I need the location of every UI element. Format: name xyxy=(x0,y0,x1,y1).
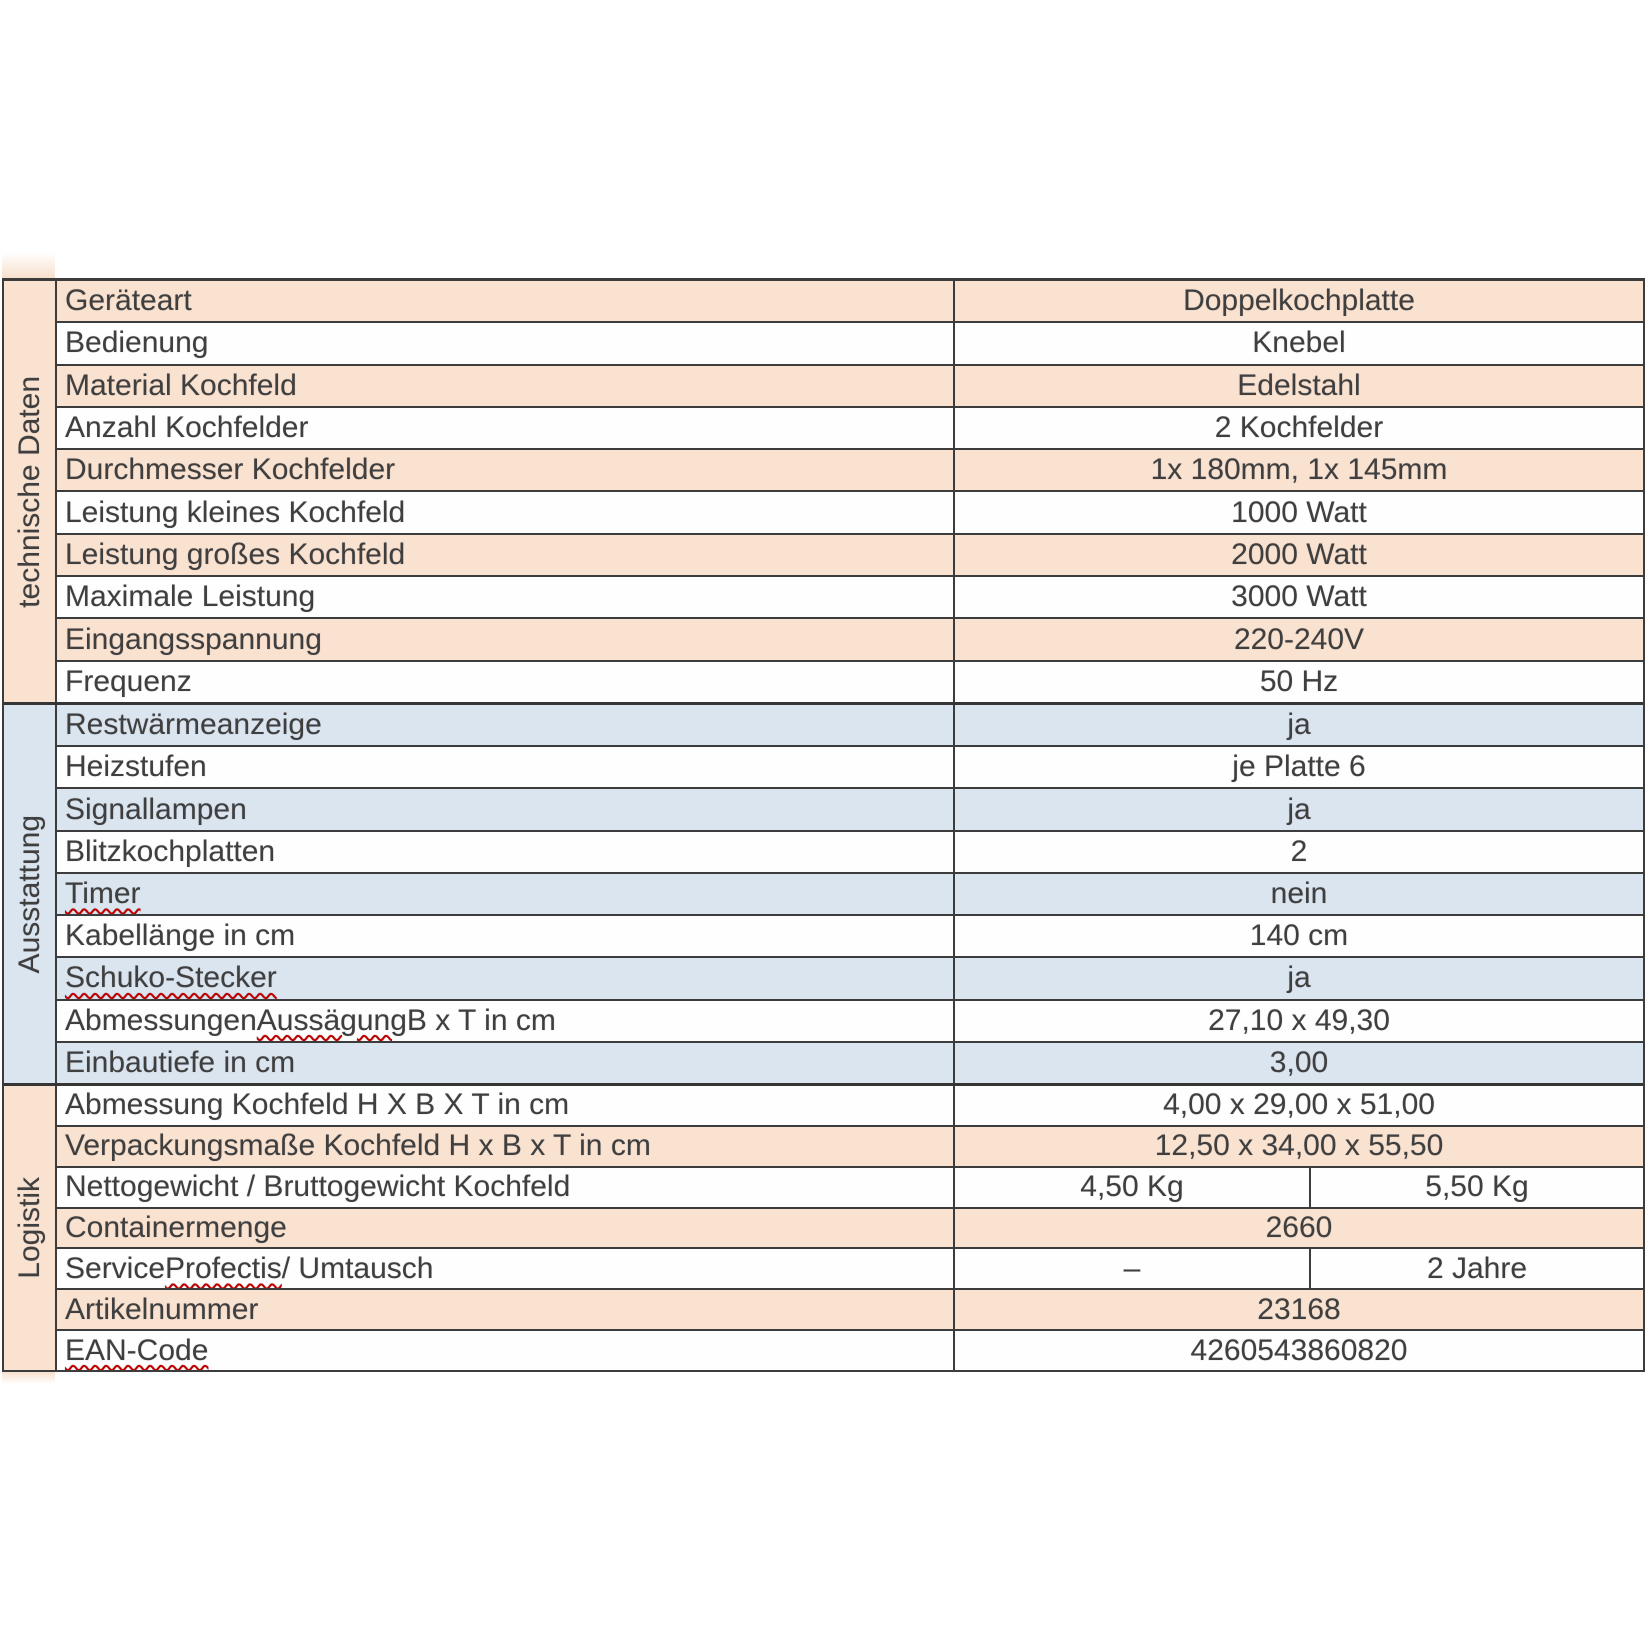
spec-row-schuko-stecker xyxy=(57,958,1643,1000)
row-value-left: 4,50 Kg xyxy=(1080,1170,1184,1204)
section-ausstattung xyxy=(4,705,1643,1086)
row-value: Edelstahl xyxy=(953,366,1643,406)
section-label: Ausstattung xyxy=(12,814,46,974)
section-label-cell xyxy=(4,705,57,1083)
row-label: Material Kochfeld xyxy=(65,368,297,402)
row-value: 2 Kochfelder xyxy=(953,408,1643,448)
spec-row-leistung-kleines-kochfeld xyxy=(57,492,1643,534)
label-text: Service xyxy=(65,1251,166,1285)
section-logistik xyxy=(4,1086,1643,1372)
row-label xyxy=(57,1331,953,1370)
spec-row-maximale-leistung xyxy=(57,577,1643,619)
spec-table xyxy=(2,278,1645,1372)
spec-row-eingangsspannung xyxy=(57,619,1643,661)
row-value: 4260543860820 xyxy=(953,1331,1643,1370)
spec-row-anzahl-kochfelder xyxy=(57,408,1643,450)
section-label: Logistik xyxy=(12,1177,46,1279)
spec-row-timer xyxy=(57,874,1643,916)
row-value: 2 xyxy=(953,832,1643,872)
row-label: Geräteart xyxy=(65,284,192,318)
spec-row-heizstufen xyxy=(57,747,1643,789)
row-label: Restwärmeanzeige xyxy=(65,708,322,742)
spec-row-abmessung-kochfeld-h-x-b-x-t-in-cm xyxy=(57,1086,1643,1127)
row-label: Verpackungsmaße Kochfeld H x B x T in cm xyxy=(65,1129,651,1163)
row-label: Containermenge xyxy=(65,1211,287,1244)
row-value: 2660 xyxy=(953,1209,1643,1248)
row-value: Knebel xyxy=(953,323,1643,363)
row-value: 2000 Watt xyxy=(953,535,1643,575)
row-value: 23168 xyxy=(953,1290,1643,1329)
row-value: ja xyxy=(953,958,1643,998)
row-value: 12,50 x 34,00 x 55,50 xyxy=(953,1127,1643,1166)
spec-row-ger-teart xyxy=(57,281,1643,323)
spec-row-einbautiefe-in-cm xyxy=(57,1043,1643,1083)
spec-row-leistung-gro-es-kochfeld xyxy=(57,535,1643,577)
section-rows xyxy=(57,705,1643,1083)
row-label: Frequenz xyxy=(65,664,192,698)
row-label: Blitzkochplatten xyxy=(65,834,276,868)
row-value-right: 5,50 Kg xyxy=(1309,1168,1643,1207)
row-label: Bedienung xyxy=(65,326,209,360)
spec-row-signallampen xyxy=(57,789,1643,831)
misspelled-word: Aussägung xyxy=(256,1003,407,1037)
misspelled-word: Profectis xyxy=(165,1251,282,1285)
spec-row-abmessungen-auss-gung-b-x-t-in-cm xyxy=(57,1001,1643,1043)
row-value: 3,00 xyxy=(953,1043,1643,1083)
row-value: 50 Hz xyxy=(953,662,1643,702)
row-label: Anzahl Kochfelder xyxy=(65,411,309,445)
table-cutoff-bottom xyxy=(2,1372,55,1384)
spec-row-nettogewicht-bruttogewicht-kochfeld xyxy=(57,1168,1643,1209)
row-value: 3000 Watt xyxy=(953,577,1643,617)
row-value: 27,10 x 49,30 xyxy=(953,1001,1643,1041)
row-label xyxy=(57,1001,953,1041)
spec-row-verpackungsma-e-kochfeld-h-x-b-x-t-in-cm xyxy=(57,1127,1643,1168)
misspelled-word: Schuko-Stecker xyxy=(65,961,277,995)
row-label: Eingangsspannung xyxy=(65,622,322,656)
row-value: je Platte 6 xyxy=(953,747,1643,787)
row-label: Artikelnummer xyxy=(65,1292,259,1326)
spec-row-bedienung xyxy=(57,323,1643,365)
row-label: Signallampen xyxy=(65,792,247,826)
label-text: B x T in cm xyxy=(406,1003,556,1037)
spec-row-restw-rmeanzeige xyxy=(57,705,1643,747)
row-value: nein xyxy=(953,874,1643,914)
spec-row-ean-code xyxy=(57,1331,1643,1370)
row-label: Nettogewicht / Bruttogewicht Kochfeld xyxy=(65,1170,571,1204)
spec-row-blitzkochplatten xyxy=(57,832,1643,874)
row-label: Maximale Leistung xyxy=(65,580,316,614)
row-value: ja xyxy=(953,705,1643,745)
row-label: Leistung kleines Kochfeld xyxy=(65,495,406,529)
row-label: Abmessung Kochfeld H X B X T in cm xyxy=(65,1088,570,1122)
row-label: Einbautiefe in cm xyxy=(65,1045,296,1079)
row-value-split xyxy=(953,1168,1643,1207)
section-label: technische Daten xyxy=(12,375,46,608)
row-label: Leistung großes Kochfeld xyxy=(65,537,406,571)
spec-row-containermenge xyxy=(57,1209,1643,1250)
row-value: 220-240V xyxy=(953,619,1643,659)
row-label: Durchmesser Kochfelder xyxy=(65,453,396,487)
spec-row-frequenz xyxy=(57,662,1643,702)
spec-row-material-kochfeld xyxy=(57,366,1643,408)
misspelled-word: EAN-Code xyxy=(65,1333,209,1367)
label-text: Abmessungen xyxy=(65,1003,257,1037)
row-value: 1000 Watt xyxy=(953,492,1643,532)
section-label-cell xyxy=(4,1086,57,1370)
row-value-left: – xyxy=(1123,1251,1141,1285)
row-label: Heizstufen xyxy=(65,750,207,784)
row-value: 140 cm xyxy=(953,916,1643,956)
misspelled-word: Timer xyxy=(65,876,141,910)
row-label xyxy=(57,874,953,914)
spec-row-artikelnummer xyxy=(57,1290,1643,1331)
row-value: Doppelkochplatte xyxy=(953,281,1643,321)
row-label xyxy=(57,1249,953,1288)
section-rows xyxy=(57,281,1643,702)
spec-row-service-profectis-umtausch xyxy=(57,1249,1643,1290)
section-label-cell xyxy=(4,281,57,702)
row-value: 1x 180mm, 1x 145mm xyxy=(953,450,1643,490)
section-technische-daten xyxy=(4,281,1643,705)
table-cutoff-top xyxy=(2,252,55,278)
row-label xyxy=(57,958,953,998)
row-value: ja xyxy=(953,789,1643,829)
spec-row-kabell-nge-in-cm xyxy=(57,916,1643,958)
row-value-right: 2 Jahre xyxy=(1309,1249,1643,1288)
label-text: / Umtausch xyxy=(281,1251,434,1285)
row-label: Kabellänge in cm xyxy=(65,919,296,953)
section-rows xyxy=(57,1086,1643,1370)
spec-row-durchmesser-kochfelder xyxy=(57,450,1643,492)
row-value: 4,00 x 29,00 x 51,00 xyxy=(953,1086,1643,1125)
row-value-split xyxy=(953,1249,1643,1288)
